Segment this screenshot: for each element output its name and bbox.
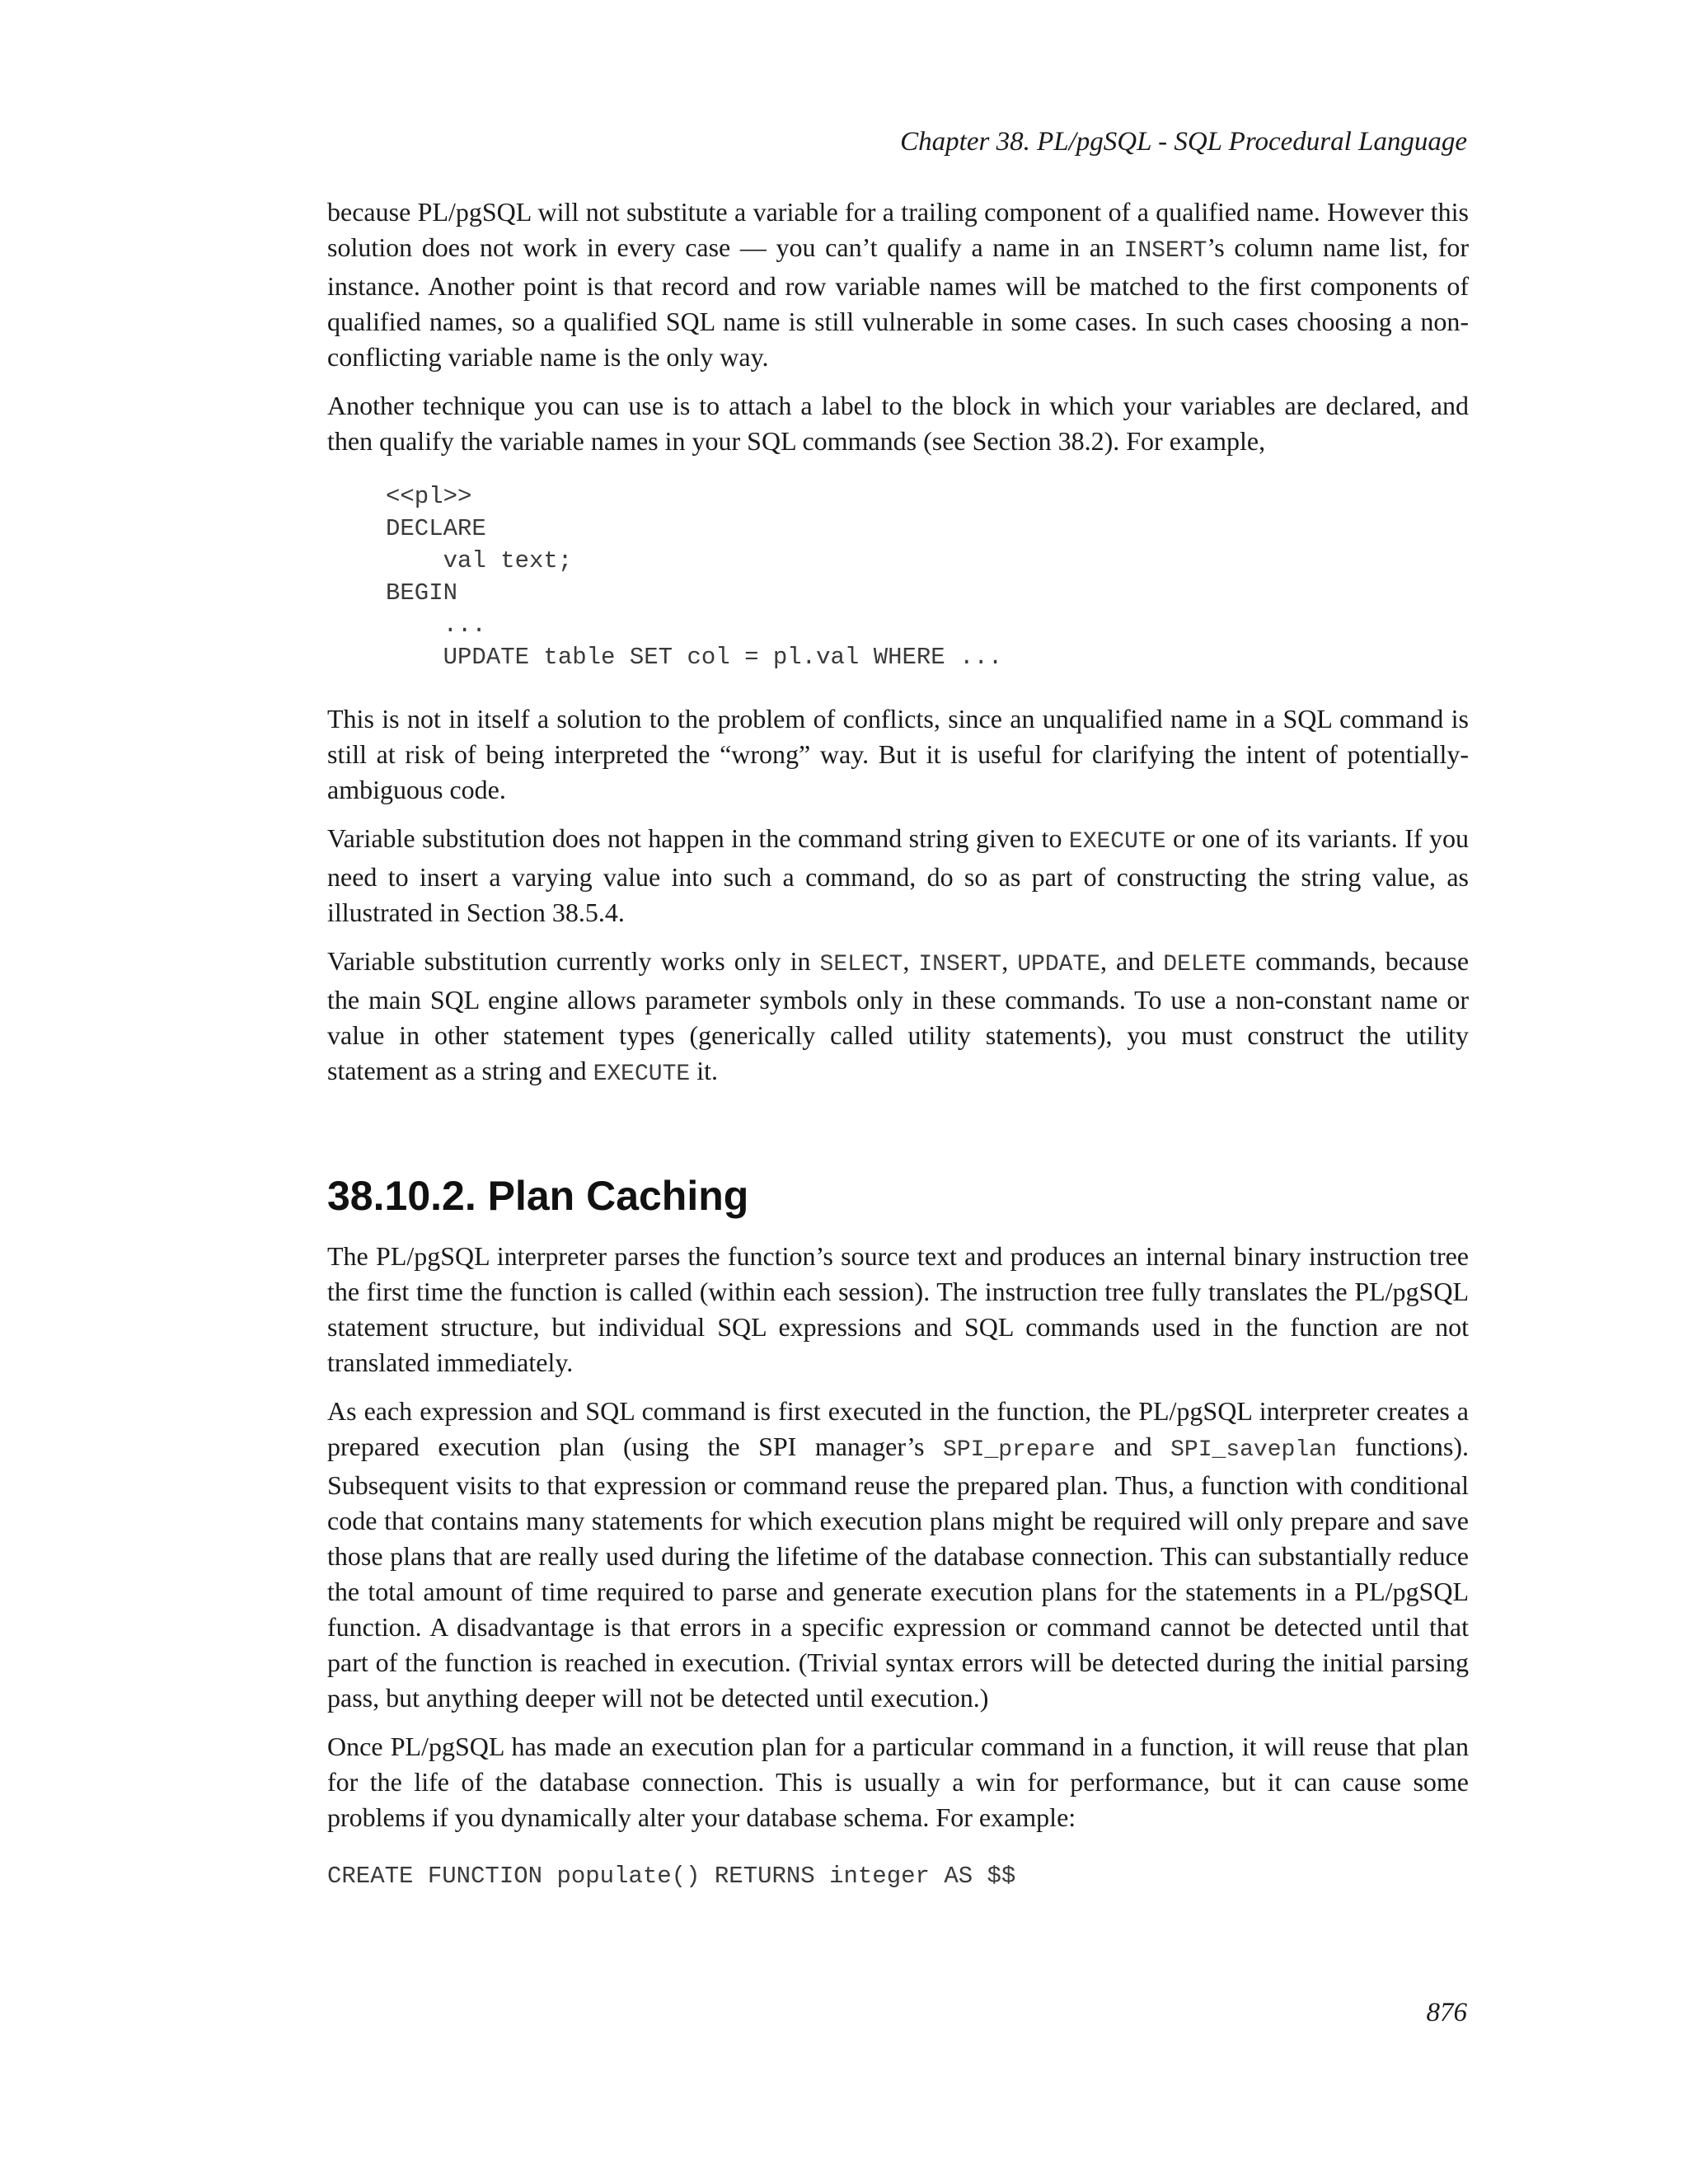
text-run: , (903, 946, 919, 976)
paragraph-qualified-name (327, 194, 1469, 375)
paragraph-interpreter-parses: The PL/pgSQL interpreter parses the function’s source text and produces an internal binary instruction tree the first time the function is called (within each session). The instruction tree fully translates the PL/pgSQL statement structure, but individual SQL expressions and SQL commands used in the function are not translated immediately. (327, 1241, 1469, 1377)
paragraph-prepared-plan (327, 1394, 1469, 1716)
text-run: Variable substitution currently works only in (327, 946, 820, 976)
paragraph-execute-substitution (327, 821, 1469, 930)
text-run: , and (1100, 946, 1164, 976)
paragraph-block-label: Another technique you can use is to attach a label to the block in which your variables are declared, and then qualify the variable names in your SQL commands (see Section 38.2). For example, (327, 391, 1469, 456)
text-run: ’s column name list, for instance. Another point is that record and row variable names will be matched to the first components of qualified names, so a qualified SQL name is still vulnerable in some cases. In such cases choosing a non-conflicting variable name is the only way. (327, 232, 1470, 372)
page-content (327, 194, 1469, 1892)
text-run: , (1001, 946, 1018, 976)
inline-code-execute: EXECUTE (593, 1062, 691, 1087)
page-number: 876 (1426, 1998, 1467, 2027)
section-heading-plan-caching: 38.10.2. Plan Caching (327, 1173, 749, 1219)
inline-code-insert: INSERT (918, 952, 1002, 977)
text-run: or one of its variants. If you need to insert a varying value into such a command, do so as part of constructing the string value, as illustrated in Section 38.5.4. (327, 823, 1470, 927)
running-header: Chapter 38. PL/pgSQL - SQL Procedural Language (900, 127, 1467, 157)
code-example-label: <<pl>> DECLARE val text; BEGIN ... UPDATE table SET col = pl.val WHERE ... (386, 483, 1003, 671)
inline-code-insert: INSERT (1123, 238, 1207, 264)
text-run: Variable substitution does not happen in the command string given to (327, 823, 1069, 853)
text-run: functions). Subsequent visits to that expression or command reuse the prepared plan. Thus, a function with conditional code that contains many statements for which execution plans might be required will only prepare and save those plans that are really used during the lifetime of the database connection. This can substantially reduce the total amount of time required to parse and generate execution plans for the statements in a PL/pgSQL function. A disadvantage is that errors in a specific expression or command cannot be detected until that part of the function is reached in execution. (Trivial syntax errors will be detected during the initial parsing pass, but anything deeper will not be detected until execution.) (327, 1432, 1470, 1713)
inline-code-execute: EXECUTE (1068, 829, 1166, 855)
inline-code-select: SELECT (819, 952, 903, 977)
inline-code-update: UPDATE (1017, 952, 1101, 977)
paragraph-conflicts: This is not in itself a solution to the problem of conflicts, since an unqualified name in a SQL command is still at risk of being interpreted the “wrong” way. But it is useful for clarifying the intent of potentially-ambiguous code. (327, 704, 1469, 804)
code-example-populate: CREATE FUNCTION populate() RETURNS integer AS $$ (327, 1863, 1016, 1890)
text-run: because PL/pgSQL will not substitute a variable for a trailing component of a qualified name. However this solution does not work in every case — you can’t qualify a name in an (327, 197, 1469, 262)
inline-code-spi-prepare: SPI_prepare (943, 1437, 1095, 1463)
paragraph-substitution-commands (327, 944, 1469, 1092)
inline-code-spi-saveplan: SPI_saveplan (1170, 1437, 1337, 1463)
text-run: As each expression and SQL command is first executed in the function, the PL/pgSQL interpreter creates a prepared execution plan (using the SPI manager’s (327, 1396, 1469, 1461)
text-run: it. (690, 1056, 718, 1085)
inline-code-delete: DELETE (1163, 952, 1247, 977)
text-run: commands, because the main SQL engine allows parameter symbols only in these commands. To use a non-constant name or value in other statement types (generically called utility statements), you must construct the utility statement as a string and (327, 946, 1470, 1085)
text-run: and (1095, 1432, 1171, 1461)
paragraph-plan-reuse: Once PL/pgSQL has made an execution plan for a particular command in a function, it will reuse that plan for the life of the database connection. This is usually a win for performance, but it can cause some problems if you dynamically alter your database schema. For example: (327, 1732, 1469, 1832)
